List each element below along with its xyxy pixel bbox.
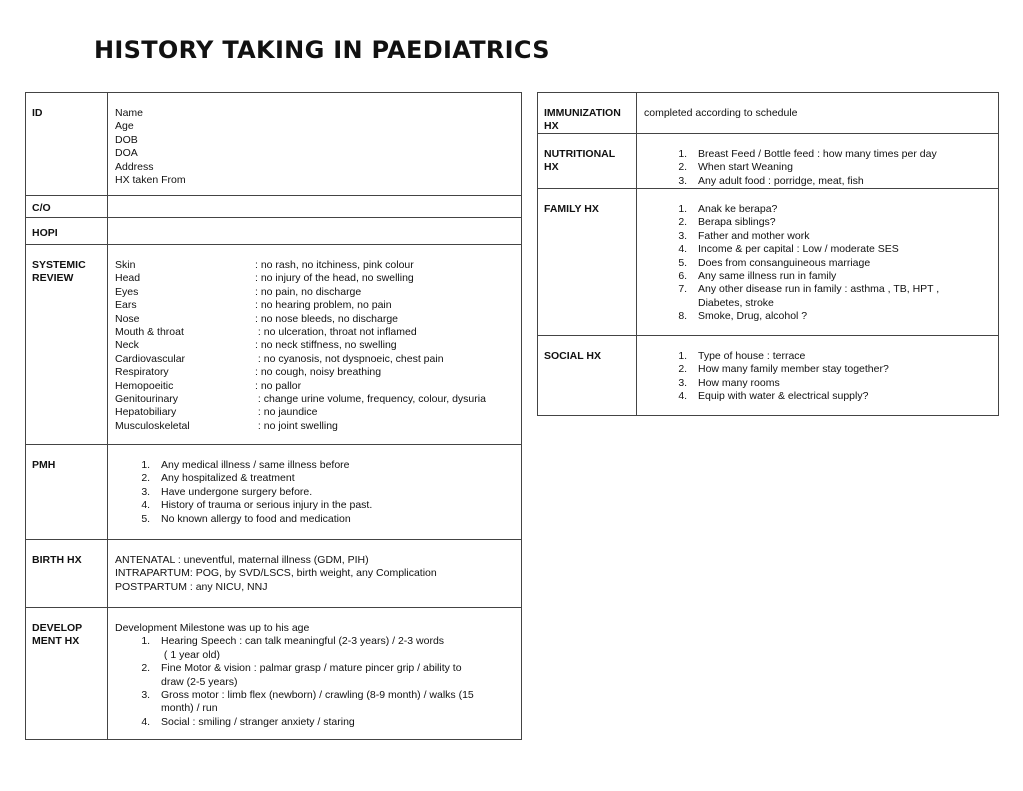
immunization-content: completed according to schedule <box>644 107 798 119</box>
list-item: 2. How many family member stay together? <box>690 363 994 376</box>
list-item: 1. Hearing Speech : can talk meaningful (2-3 years) / 2-3 words ( 1 year old) <box>153 635 517 662</box>
family-list <box>644 203 994 324</box>
list-item: 3. Have undergone surgery before. <box>153 486 517 499</box>
systemic-row: Neck : no neck stiffness, no swelling <box>115 339 397 352</box>
id-item: DOB <box>115 133 138 146</box>
pmh-label: PMH <box>26 445 108 539</box>
pmh-row <box>26 444 521 539</box>
list-item: 7. Any other disease run in family : asthma , TB, HPT , Diabetes, stroke <box>690 283 994 310</box>
social-hx-content <box>637 336 998 415</box>
co-content <box>108 196 521 217</box>
develop-list <box>115 635 517 729</box>
list-item: 3. Father and mother work <box>690 230 994 243</box>
systemic-row: Hemopoeitic : no pallor <box>115 379 302 392</box>
nutritional-label <box>538 134 637 188</box>
hopi-row <box>26 217 521 244</box>
list-item: 1. Type of house : terrace <box>690 350 994 363</box>
development-hx-content <box>108 608 521 739</box>
left-history-table <box>25 92 522 740</box>
systemic-review-content <box>108 245 521 444</box>
page-title: HISTORY TAKING IN PAEDIATRICS <box>94 36 550 64</box>
nutritional-label-line2: HX <box>544 161 559 174</box>
development-hx-row <box>26 607 521 739</box>
list-item: 4. History of trauma or serious injury in the past. <box>153 499 517 512</box>
pmh-content <box>108 445 521 539</box>
list-item: 4. Income & per capital : Low / moderate SES <box>690 243 994 256</box>
family-hx-label: FAMILY HX <box>538 189 637 335</box>
immunization-label <box>538 93 637 133</box>
list-item: 2. Fine Motor & vision : palmar grasp / mature pincer grip / ability to draw (2-5 years) <box>153 662 517 689</box>
hopi-label: HOPI <box>26 218 108 244</box>
pmh-list <box>115 459 517 526</box>
birth-line: INTRAPARTUM: POG, by SVD/LSCS, birth weight, any Complication <box>115 567 437 580</box>
systemic-row: Musculoskeletal : no joint swelling <box>115 419 338 432</box>
list-item: 3. Any adult food : porridge, meat, fish <box>690 175 994 188</box>
birth-hx-row <box>26 539 521 607</box>
right-history-table <box>537 92 999 416</box>
list-item: 1. Any medical illness / same illness before <box>153 459 517 472</box>
id-item: Address <box>115 160 154 173</box>
systemic-label-line1: SYSTEMIC <box>32 259 86 271</box>
systemic-row: Genitourinary : change urine volume, frequency, colour, dysuria <box>115 392 486 405</box>
family-hx-row <box>538 188 998 335</box>
id-item: Age <box>115 120 134 133</box>
systemic-row: Skin : no rash, no itchiness, pink colour <box>115 259 414 271</box>
birth-line: POSTPARTUM : any NICU, NNJ <box>115 580 268 593</box>
systemic-row: Respiratory : no cough, noisy breathing <box>115 366 382 379</box>
nutritional-row <box>538 133 998 188</box>
birth-hx-label: BIRTH HX <box>26 540 108 607</box>
nutritional-content <box>637 134 998 188</box>
co-row <box>26 195 521 217</box>
systemic-row: Head : no injury of the head, no swelling <box>115 272 414 285</box>
list-item: 3. How many rooms <box>690 377 994 390</box>
immunization-label-line1: IMMUNIZATION <box>544 107 621 119</box>
immunization-row <box>538 93 998 133</box>
hopi-content <box>108 218 521 244</box>
id-row <box>26 93 521 195</box>
id-item: DOA <box>115 147 138 160</box>
systemic-row: Ears : no hearing problem, no pain <box>115 299 392 312</box>
list-item: 4. Social : smiling / stranger anxiety / staring <box>153 716 517 729</box>
systemic-row: Mouth & throat : no ulceration, throat not inflamed <box>115 325 417 338</box>
systemic-review-label <box>26 245 108 444</box>
id-label: ID <box>26 93 108 195</box>
develop-label-line1: DEVELOP <box>32 622 83 634</box>
develop-label-line2: MENT HX <box>32 635 80 648</box>
nutritional-label-line1: NUTRITIONAL <box>544 148 616 160</box>
systemic-label-line2: REVIEW <box>32 272 74 285</box>
id-item: HX taken From <box>115 173 186 186</box>
nutritional-list <box>644 148 994 188</box>
list-item: 2. When start Weaning <box>690 161 994 174</box>
list-item: 8. Smoke, Drug, alcohol ? <box>690 310 994 323</box>
list-item: 5. No known allergy to food and medication <box>153 513 517 526</box>
birth-hx-content <box>108 540 521 607</box>
systemic-row: Cardiovascular : no cyanosis, not dyspnoeic, chest pain <box>115 352 444 365</box>
develop-intro: Development Milestone was up to his age <box>115 622 310 634</box>
social-hx-label: SOCIAL HX <box>538 336 637 415</box>
social-list <box>644 350 994 404</box>
co-label: C/O <box>26 196 108 217</box>
id-content <box>108 93 521 195</box>
systemic-row: Nose : no nose bleeds, no discharge <box>115 312 399 325</box>
family-hx-content <box>637 189 998 335</box>
social-hx-row <box>538 335 998 415</box>
list-item: 5. Does from consanguineous marriage <box>690 257 994 270</box>
list-item: 2. Any hospitalized & treatment <box>153 472 517 485</box>
systemic-row: Eyes : no pain, no discharge <box>115 285 362 298</box>
list-item: 1. Anak ke berapa? <box>690 203 994 216</box>
list-item: 4. Equip with water & electrical supply? <box>690 390 994 403</box>
systemic-review-row <box>26 244 521 444</box>
systemic-row: Hepatobiliary : no jaundice <box>115 406 318 419</box>
list-item: 2. Berapa siblings? <box>690 216 994 229</box>
birth-line: ANTENATAL : uneventful, maternal illness (GDM, PIH) <box>115 554 369 566</box>
immunization-label-line2: HX <box>544 120 559 133</box>
id-item: Name <box>115 107 144 119</box>
list-item: 1. Breast Feed / Bottle feed : how many times per day <box>690 148 994 161</box>
list-item: 6. Any same illness run in family <box>690 270 994 283</box>
development-hx-label <box>26 608 108 739</box>
list-item: 3. Gross motor : limb flex (newborn) / crawling (8-9 month) / walks (15 month) / run <box>153 689 517 716</box>
